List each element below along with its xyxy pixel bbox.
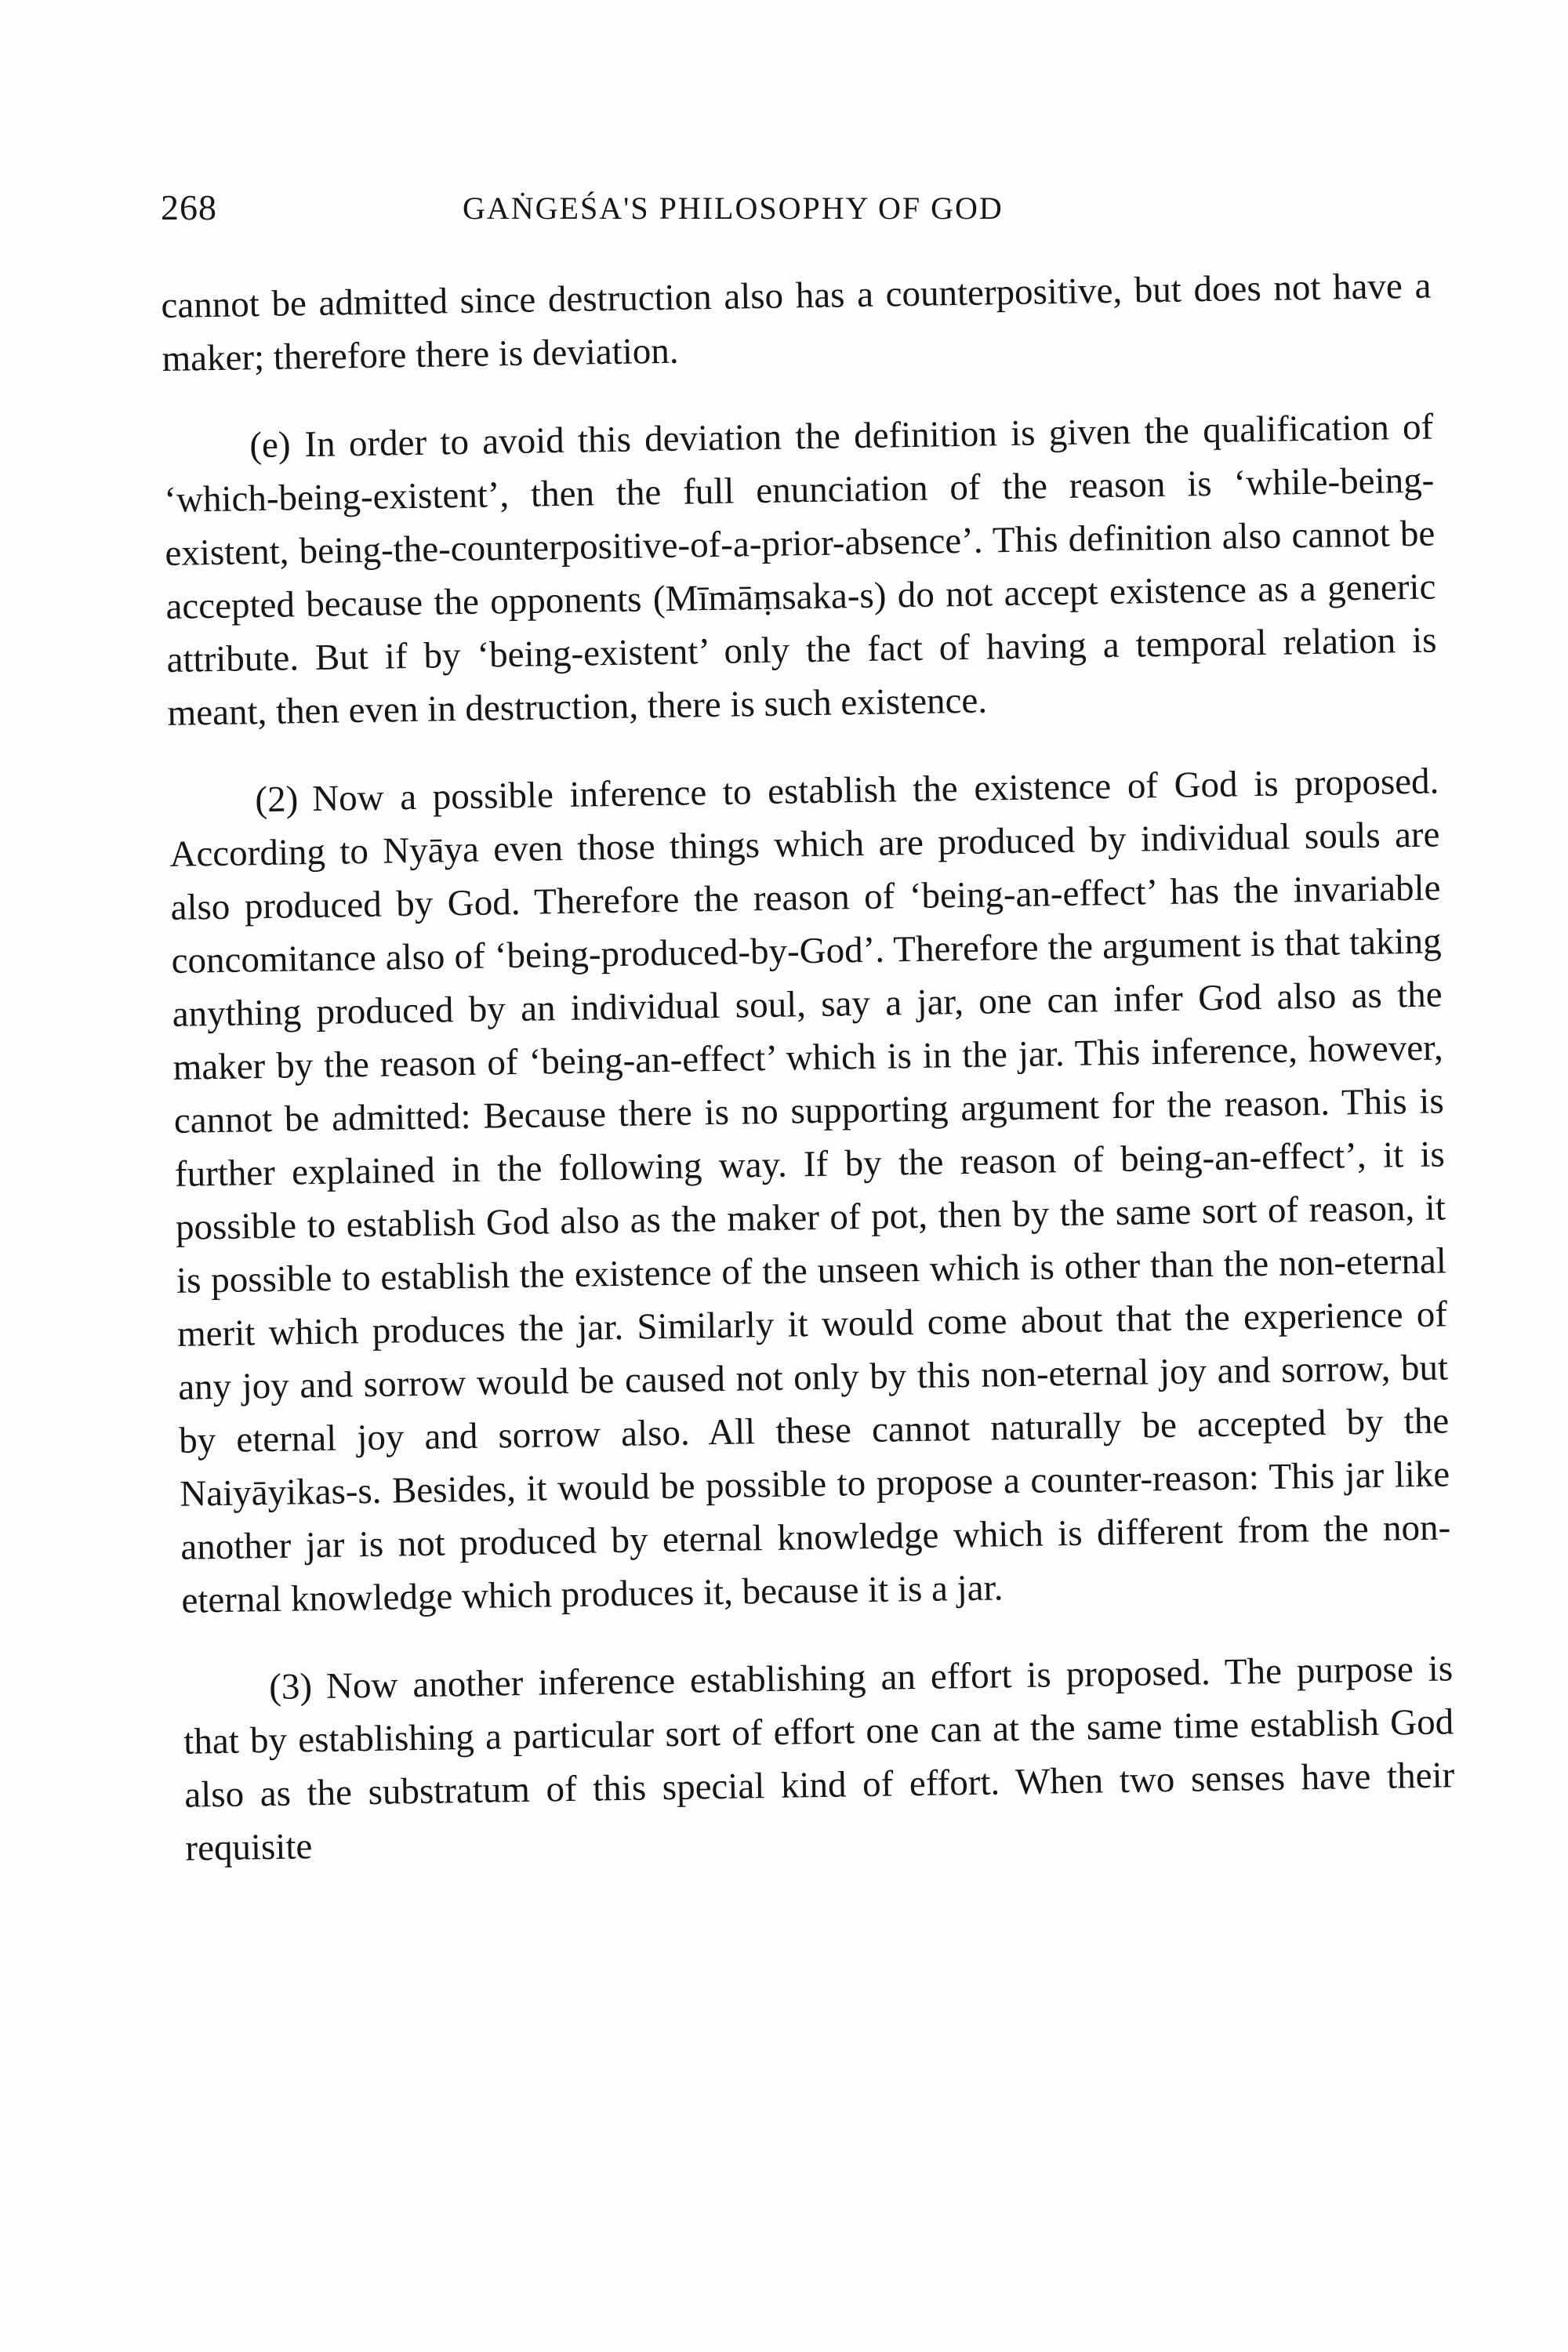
page-header [161, 187, 1431, 234]
paragraph-continuation [161, 260, 1432, 386]
paragraph-3 [183, 1642, 1456, 1875]
paragraph-e [163, 401, 1438, 740]
body-text [161, 260, 1456, 1875]
paragraph-label: (e) [249, 424, 291, 466]
running-title: GAṄGEŚA'S PHILOSOPHY OF GOD [463, 191, 1004, 226]
paragraph-text: Now another inference establishing an effort is proposed. The purpose is that by establishing a particular sort of effort one can at the same time establish God also as the substratum of this special kind of effort. When two senses have their requisite [183, 1648, 1455, 1869]
page-number: 268 [161, 187, 217, 227]
paragraph-label: (2) [255, 779, 299, 821]
paragraph-label: (3) [268, 1666, 313, 1708]
paragraph-2 [169, 754, 1452, 1627]
paragraph-text: In order to avoid this deviation the definition is given the qualification of ‘which-being-existent’, then the full enunciation of the reason is ‘while-being-existent, being-the-counterpositive-of-a-prior-absence’. This definition also cannot be accepted because the opponents (Mīmāṃsaka-s) do not accept existence as a generic attribute. But if by ‘being-existent’ only the fact of having a temporal relation is meant, then even in destruction, there is such existence. [164, 406, 1437, 734]
paragraph-text: Now a possible inference to establish the existence of God is proposed. According to Nyāya even those things which are produced by individual souls are also produced by God. Therefore the reason of ‘being-an-effect’ has the invariable concomitance also of ‘being-produced-by-God’. Therefore the argument is that taking anything produced by an individual soul, say a jar, one can infer God also as the maker by the reason of ‘being-an-effect’ which is in the jar. This inference, however, cannot be admitted: Because there is no supporting argument for the reason. This is further explained in the following way. If by the reason of being-an-effect’, it is possible to establish God also as the maker of pot, then by the same sort of reason, it is possible to establish the existence of the unseen which is other than the non-eternal merit which produces the jar. Similarly it would come about that the experience of any joy and sorrow would be caused not only by this non-eternal joy and sorrow, but by eternal joy and sorrow also. All these cannot naturally be accepted by the Naiyāyikas-s. Besides, it would be possible to propose a counter-reason: This jar like another jar is not produced by eternal knowledge which is different from the non-eternal knowledge which produces it, because it is a jar. [169, 760, 1451, 1621]
paragraph-text: cannot be admitted since destruction also has a counterpositive, but does not have a maker; therefore there is deviation. [161, 265, 1432, 379]
